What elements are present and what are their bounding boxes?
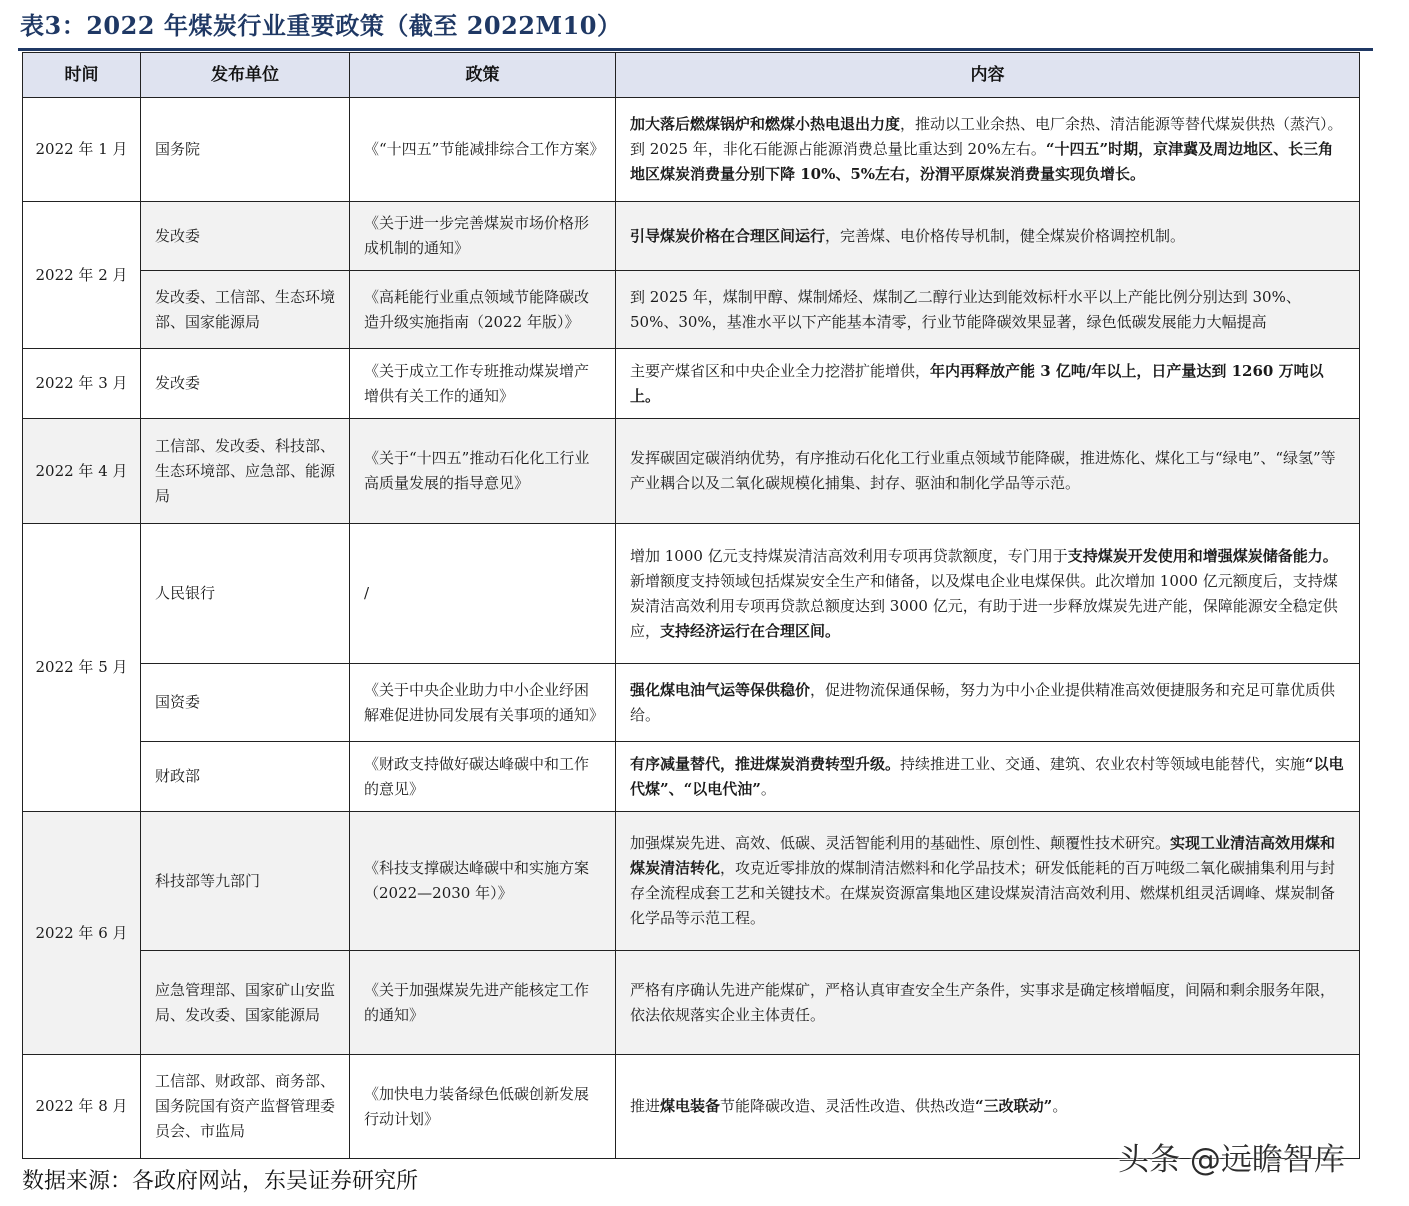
- content-cell: [616, 202, 1360, 271]
- date-cell: 2022 年 2 月: [23, 202, 141, 349]
- content-emphasis: “三改联动”: [975, 1097, 1053, 1115]
- content-text: 。: [1052, 1097, 1068, 1115]
- content-emphasis: 年内再释放产能 3 亿吨/年以上，日产量达到 1260 万吨以上。: [630, 361, 1324, 405]
- policy-cell: 《“十四五”节能减排综合工作方案》: [350, 98, 616, 202]
- table-row: [23, 524, 1360, 664]
- content-emphasis: 加大落后燃煤锅炉和燃煤小热电退出力度: [630, 115, 901, 133]
- org-cell: 工信部、财政部、商务部、国务院国有资产监督管理委员会、市监局: [141, 1055, 350, 1159]
- table-title: 表3：2022 年煤炭行业重要政策（截至 2022M10）: [20, 11, 622, 40]
- content-text: 新增额度支持领域包括煤炭安全生产和储备，以及煤电企业电煤保供。此次增加 1000 亿元额度后，支持煤炭清洁高效利用专项再贷款总额度达到 3000 亿元，有助于进一步释放煤炭先进产能，保障能源安全稳定供应，: [630, 571, 1338, 640]
- content-text: 持续推进工业、交通、建筑、农业农村等领域电能替代，实施: [900, 754, 1306, 773]
- content-cell: [616, 524, 1360, 664]
- header-time: 时间: [23, 53, 141, 98]
- title-rule: [18, 48, 1373, 51]
- content-text: 主要产煤省区和中央企业全力挖潜扩能增供，: [630, 361, 931, 380]
- content-emphasis: “十四五”时期，京津冀及周边地区、长三角地区煤炭消费量分别下降 10%、5%左右，汾渭平原煤炭消费量实现负增长。: [630, 140, 1334, 183]
- data-source-note: 数据来源：各政府网站，东吴证券研究所: [22, 1169, 419, 1194]
- table-row: [23, 951, 1360, 1055]
- org-cell: 发改委: [141, 202, 350, 271]
- org-cell: 应急管理部、国家矿山安监局、发改委、国家能源局: [141, 951, 350, 1055]
- policy-cell: 《加快电力装备绿色低碳创新发展行动计划》: [350, 1055, 616, 1159]
- content-text: 推进: [630, 1097, 661, 1115]
- policy-cell: 《关于进一步完善煤炭市场价格形成机制的通知》: [350, 202, 616, 271]
- policy-cell: 《高耗能行业重点领域节能降碳改造升级实施指南（2022 年版）》: [350, 271, 616, 349]
- date-cell: 2022 年 8 月: [23, 1055, 141, 1159]
- org-cell: 科技部等九部门: [141, 812, 350, 951]
- content-emphasis: 引导煤炭价格在合理区间运行: [630, 226, 826, 245]
- table-row: [23, 349, 1360, 419]
- table-row: [23, 419, 1360, 524]
- content-cell: [616, 349, 1360, 419]
- content-cell: [616, 664, 1360, 742]
- content-text: ，推动以工业余热、电厂余热、清洁能源等替代煤炭供热（蒸汽）。到 2025 年，非化石能源占能源消费总量比重达到 20%左右。: [630, 115, 1343, 158]
- watermark: 头条 @远瞻智库: [1118, 1142, 1345, 1178]
- content-cell: 到 2025 年，煤制甲醇、煤制烯烃、煤制乙二醇行业达到能效标杆水平以上产能比例分别达到 30%、50%、30%，基准水平以下产能基本清零，行业节能降碳效果显著，绿色低碳发展能力大幅提高: [616, 271, 1360, 349]
- content-cell: [616, 812, 1360, 951]
- table-row: [23, 664, 1360, 742]
- policy-cell: 《财政支持做好碳达峰碳中和工作的意见》: [350, 742, 616, 812]
- content-text: ，攻克近零排放的煤制清洁燃料和化学品技术；研发低能耗的百万吨级二氧化碳捕集利用与封存全流程成套工艺和关键技术。在煤炭资源富集地区建设煤炭清洁高效利用、燃煤机组灵活调峰、煤炭制备化学品等示范工程。: [630, 859, 1336, 927]
- policy-cell: /: [350, 524, 616, 664]
- content-text: 。: [760, 779, 776, 798]
- content-cell: [616, 742, 1360, 812]
- policy-cell: 《关于成立工作专班推动煤炭增产增供有关工作的通知》: [350, 349, 616, 419]
- content-text: 节能降碳改造、灵活性改造、供热改造: [720, 1097, 976, 1115]
- table-row: [23, 271, 1360, 349]
- org-cell: 发改委、工信部、生态环境部、国家能源局: [141, 271, 350, 349]
- date-cell: 2022 年 1 月: [23, 98, 141, 202]
- content-emphasis: 支持煤炭开发使用和增强煤炭储备能力。: [1067, 546, 1338, 565]
- content-emphasis: 强化煤电油气运等保供稳价: [630, 680, 811, 699]
- header-org: 发布单位: [141, 53, 350, 98]
- org-cell: 人民银行: [141, 524, 350, 664]
- content-cell: [616, 98, 1360, 202]
- content-cell: 严格有序确认先进产能煤矿，严格认真审查安全生产条件，实事求是确定核增幅度，间隔和剩余服务年限，依法依规落实企业主体责任。: [616, 951, 1360, 1055]
- org-cell: 国资委: [141, 664, 350, 742]
- content-cell: 发挥碳固定碳消纳优势，有序推动石化化工行业重点领域节能降碳，推进炼化、煤化工与“绿电”、“绿氢”等产业耦合以及二氧化碳规模化捕集、封存、驱油和制化学品等示范。: [616, 419, 1360, 524]
- content-text: 增加 1000 亿元支持煤炭清洁高效利用专项再贷款额度，专门用于: [630, 546, 1068, 565]
- date-cell: 2022 年 3 月: [23, 349, 141, 419]
- header-policy: 政策: [350, 53, 616, 98]
- content-text: 加强煤炭先进、高效、低碳、灵活智能利用的基础性、原创性、颠覆性技术研究。: [630, 834, 1171, 852]
- table-row: [23, 202, 1360, 271]
- date-cell: 2022 年 6 月: [23, 812, 141, 1055]
- content-emphasis: “以电代煤”、“以电代油”: [630, 754, 1344, 798]
- content-emphasis: 有序减量替代，推进煤炭消费转型升级。: [630, 754, 901, 773]
- header-row: [23, 53, 1360, 98]
- content-text: ，促进物流保通保畅，努力为中小企业提供精准高效便捷服务和充足可靠优质供给。: [630, 680, 1336, 724]
- table-row: [23, 742, 1360, 812]
- content-text: ，完善煤、电价格传导机制，健全煤炭价格调控机制。: [825, 226, 1186, 245]
- content-emphasis: 实现工业清洁高效用煤和煤炭清洁转化: [630, 834, 1336, 877]
- policy-table: [22, 52, 1360, 1159]
- table-row: [23, 98, 1360, 202]
- date-cell: 2022 年 5 月: [23, 524, 141, 812]
- org-cell: 财政部: [141, 742, 350, 812]
- policy-cell: 《关于“十四五”推动石化化工行业高质量发展的指导意见》: [350, 419, 616, 524]
- org-cell: 发改委: [141, 349, 350, 419]
- content-emphasis: 煤电装备: [660, 1097, 721, 1115]
- content-emphasis: 支持经济运行在合理区间。: [660, 621, 841, 640]
- policy-cell: 《科技支撑碳达峰碳中和实施方案（2022—2030 年）》: [350, 812, 616, 951]
- org-cell: 工信部、发改委、科技部、生态环境部、应急部、能源局: [141, 419, 350, 524]
- policy-cell: 《关于中央企业助力中小企业纾困解难促进协同发展有关事项的通知》: [350, 664, 616, 742]
- header-content: 内容: [616, 53, 1360, 98]
- org-cell: 国务院: [141, 98, 350, 202]
- policy-cell: 《关于加强煤炭先进产能核定工作的通知》: [350, 951, 616, 1055]
- date-cell: 2022 年 4 月: [23, 419, 141, 524]
- table-row: [23, 812, 1360, 951]
